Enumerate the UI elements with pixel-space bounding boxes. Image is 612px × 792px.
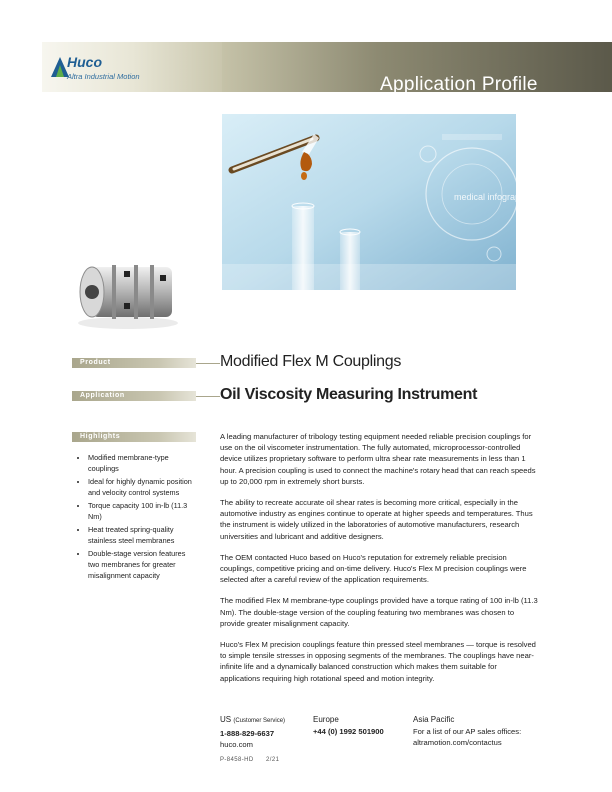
product-tab: Product xyxy=(72,358,196,368)
website-link[interactable]: huco.com xyxy=(220,740,253,749)
document-code xyxy=(220,757,279,763)
coupling-product-image xyxy=(68,245,188,333)
hero-lab-image xyxy=(222,114,532,290)
contact-region: Europe xyxy=(313,715,339,724)
application-tab-line xyxy=(196,396,220,397)
body-text xyxy=(220,431,538,694)
body-paragraph: Huco's Flex M precision couplings feature thin pressed steel membranes — torque is resolved to simple tensile stresses in opposing segments of the membranes. The couplings have near-infinite life and a dynamically balanced construction which makes them suitable for applications requiring high rotational speed and motion integrity. xyxy=(220,640,536,683)
contact-link[interactable]: altramotion.com/contactus xyxy=(413,738,502,747)
product-title: Modified Flex M Couplings xyxy=(220,353,402,370)
highlight-item: • Double-stage version features two membranes for greater misalignment capacity xyxy=(88,548,196,581)
document-date: 2/21 xyxy=(266,757,280,763)
brand-tagline: Altra Industrial Motion xyxy=(67,72,140,81)
highlight-item: • Heat treated spring-quality stainless steel membranes xyxy=(88,524,196,546)
contact-note: For a list of our AP sales offices: xyxy=(413,726,522,736)
contact-phone: 1-888-829-6637 xyxy=(220,728,275,738)
contact-region: Asia Pacific xyxy=(413,715,455,724)
contact-asia-pacific xyxy=(413,714,553,749)
contact-region: US xyxy=(220,715,232,724)
application-title: Oil Viscosity Measuring Instrument xyxy=(220,386,478,403)
application-tab: Application xyxy=(72,391,196,401)
contact-phone: +44 (0) 1992 501900 xyxy=(313,726,384,736)
contact-europe xyxy=(313,714,409,737)
highlight-item: • Ideal for highly dynamic position and velocity control systems xyxy=(88,476,196,498)
body-paragraph: The modified Flex M membrane-type couplings provided have a torque rating of 100 in-lb (11.3 Nm). The double-stage version of the coupling featuring two membranes was chosen to provide greater misalignment capacity. xyxy=(220,596,538,628)
highlight-item: • Torque capacity 100 in-lb (11.3 Nm) xyxy=(88,500,196,522)
document-number: P-8458-HD xyxy=(220,757,254,763)
contact-note: (Customer Service) xyxy=(233,718,286,724)
highlight-item: • Modified membrane-type couplings xyxy=(88,452,196,474)
product-tab-line xyxy=(196,363,220,364)
body-paragraph: A leading manufacturer of tribology testing equipment needed reliable precision couplings for use on the oil viscometer instrumentation. The fully automated, microprocessor-controlled device utilizes proprietary software to perform ultra shear rate measurements in less than 1 hour. A precision coupling is used to connect the machine's rotary head that can reach speeds up to 20,000 rpm in extremely short bursts. xyxy=(220,432,536,486)
highlights-list xyxy=(80,452,196,583)
brand-name: Huco xyxy=(67,54,102,70)
body-paragraph: The OEM contacted Huco based on Huco's reputation for extremely reliable precision couplings, competitive pricing and on-time delivery. Huco's Flex M precision couplings were selected after a careful review of the application requirements. xyxy=(220,552,527,585)
body-paragraph: The ability to recreate accurate oil shear rates is becoming more critical, especially in the automotive industry as engines continue to operate at higher speeds and temperatures. Thus the instrument is widely utilized in the laboratories of automotive manufacturers, research universities and lubricant and additive designers. xyxy=(220,498,533,541)
page-title: Application Profile xyxy=(380,74,538,95)
highlights-tab: Highlights xyxy=(72,432,196,442)
hero-overlay-text: medical infographic xyxy=(454,192,532,202)
contact-us xyxy=(220,714,316,751)
